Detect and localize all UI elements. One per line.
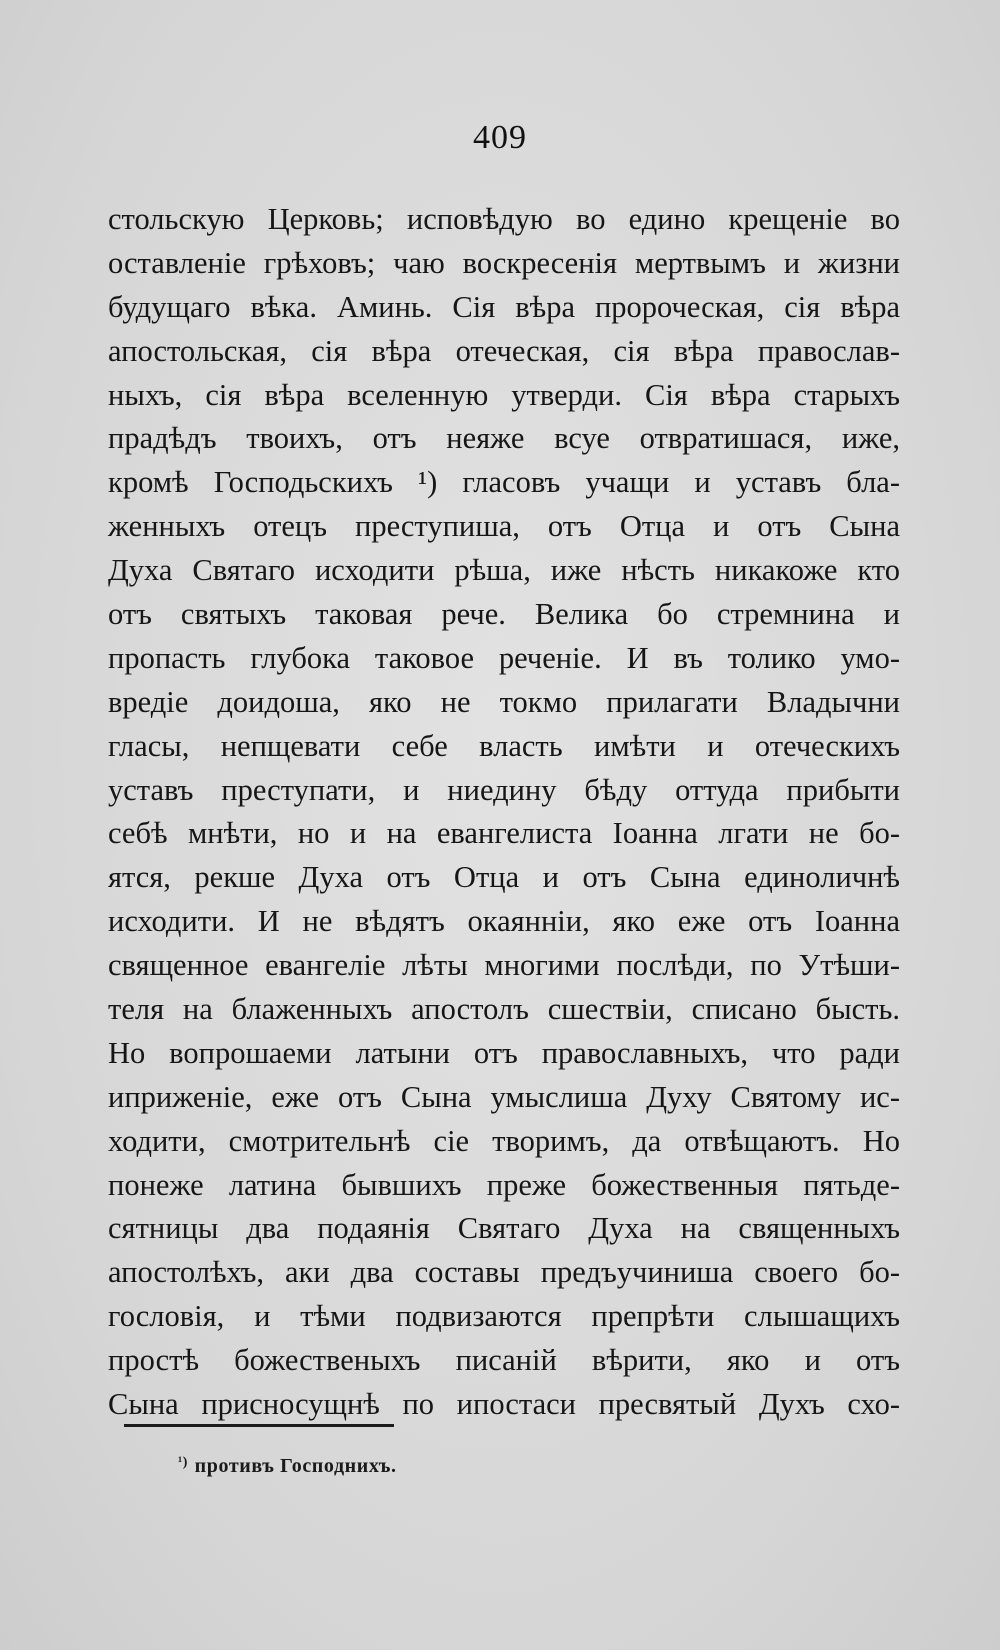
text-line: отъ святыхъ таковая рече. Велика бо стремнина и xyxy=(108,597,900,632)
text-line: прадѣдъ твоихъ, отъ неяже всуе отвратишася, иже, xyxy=(108,421,900,456)
text-line: апостолѣхъ, аки два составы предъучиниша своего бо- xyxy=(108,1255,900,1290)
text-line: пропасть глубока таковое реченіе. И въ толико умо- xyxy=(108,640,900,675)
text-line: священное евангеліе лѣты многими послѣди, по Утѣши- xyxy=(108,948,900,983)
text-line: ятся, рекше Духа отъ Отца и отъ Сына единоличнѣ xyxy=(108,860,900,895)
text-line: уставъ преступати, и ниедину бѣду оттуда прибыти xyxy=(108,772,900,807)
text-line: будущаго вѣка. Аминь. Сія вѣра пророческая, сія вѣра xyxy=(108,289,900,324)
text-line: кромѣ Господьскихъ ¹) гласовъ учащи и уставъ бла- xyxy=(108,465,900,500)
footnote xyxy=(178,1450,397,1479)
text-line: себѣ мнѣти, но и на евангелиста Іоанна лгати не бо- xyxy=(108,816,900,851)
text-line: простѣ божественыхъ писаній вѣрити, яко и отъ xyxy=(108,1343,900,1378)
text-line: Сына присносущнѣ по ипостаси пресвятый Духъ схо- xyxy=(108,1387,900,1422)
text-line: понеже латина бывшихъ преже божественныя пятьде- xyxy=(108,1167,900,1202)
text-line: сятницы два подаянія Святаго Духа на священныхъ xyxy=(108,1211,900,1246)
text-line: Но вопрошаеми латыни отъ православныхъ, что ради xyxy=(108,1035,900,1070)
text-line: гословія, и тѣми подвизаются препрѣти слышащихъ xyxy=(108,1299,900,1334)
text-line: вредіе доидоша, яко не токмо прилагати Владычни xyxy=(108,684,900,719)
text-line: гласы, непщевати себе власть имѣти и отеческихъ xyxy=(108,728,900,763)
text-line: иприженіе, еже отъ Сына умыслиша Духу Святому ис- xyxy=(108,1079,900,1114)
text-line: оставленіе грѣховъ; чаю воскресенія мертвымъ и жизни xyxy=(108,245,900,280)
page-number: 409 xyxy=(473,119,527,156)
text-line: стольскую Церковь; исповѣдую во едино крещеніе во xyxy=(108,202,900,236)
text-line: женныхъ отецъ преступиша, отъ Отца и отъ Сына xyxy=(108,509,900,544)
text-line: исходити. И не вѣдятъ окаянніи, яко еже отъ Іоанна xyxy=(108,904,900,939)
text-line: ходити, смотрительнѣ сіе творимъ, да отвѣщаютъ. Но xyxy=(108,1123,900,1158)
text-line: Духа Святаго исходити рѣша, иже нѣсть никакоже кто xyxy=(108,553,900,588)
text-line: ныхъ, сія вѣра вселенную утверди. Сія вѣра старыхъ xyxy=(108,377,900,412)
footnote-text: противъ Господнихъ. xyxy=(194,1455,397,1477)
text-line: апостольская, сія вѣра отеческая, сія вѣра православ- xyxy=(108,333,900,368)
footnote-divider xyxy=(124,1424,394,1427)
body-text xyxy=(108,198,900,1427)
footnote-mark: ¹) xyxy=(178,1455,189,1470)
text-line: теля на блаженныхъ апостолъ сшествіи, списано бысть. xyxy=(108,992,900,1027)
